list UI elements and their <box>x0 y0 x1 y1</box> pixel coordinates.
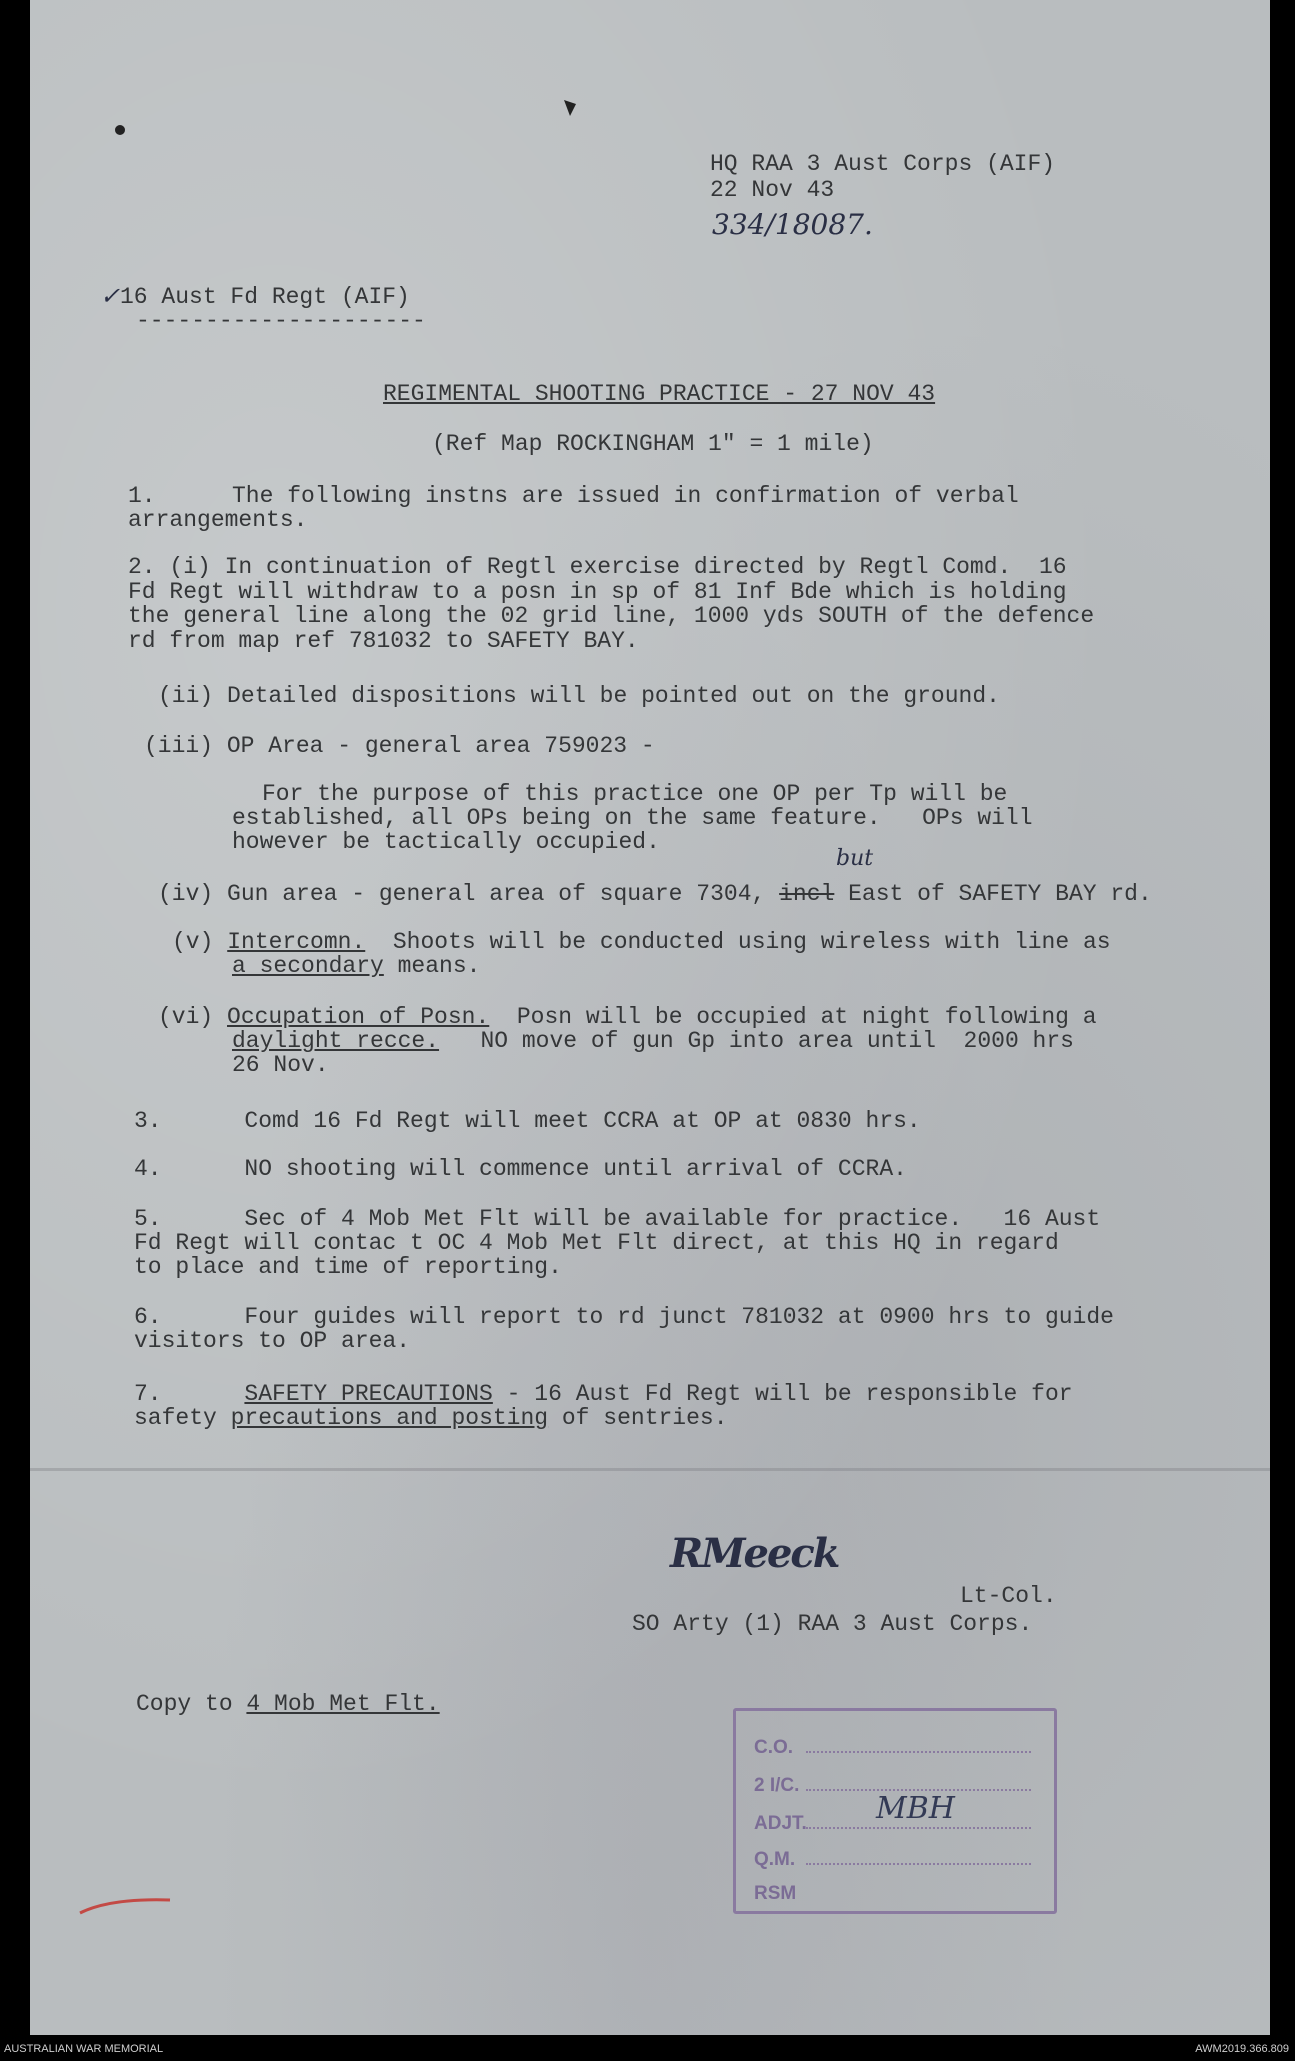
para-2-ii: (ii) Detailed dispositions will be pointed out on the ground. <box>158 683 1000 709</box>
para-2-v-number: (v) <box>172 929 228 955</box>
archive-label: AUSTRALIAN WAR MEMORIAL <box>4 2043 164 2055</box>
para-2-iii-sub-2: established, all OPs being on the same feature. OPs will <box>232 805 1033 831</box>
para-2-iii-sub-3: however be tactically occupied. <box>232 829 660 855</box>
para-2-line-3: the general line along the 02 grid line, 1000 yds SOUTH of the defence <box>128 603 1095 629</box>
stamp-line <box>806 1863 1031 1865</box>
para-2-line-4: rd from map ref 781032 to SAFETY BAY. <box>128 628 639 654</box>
para-2-v-text-end: means. <box>383 953 481 979</box>
para-6-line-1: 6. Four guides will report to rd junct 781032 at 0900 hrs to guide <box>134 1304 1114 1330</box>
para-7-text: - 16 Aust Fd Regt will be responsible for <box>492 1381 1073 1407</box>
para-2-vi-text-end: NO move of gun Gp into area until 2000 hrs <box>439 1028 1074 1054</box>
catalogue-number: AWM2019.366.809 <box>1195 2043 1289 2055</box>
header-date: 22 Nov 43 <box>710 177 835 203</box>
para-5-line-3: to place and time of reporting. <box>134 1254 562 1280</box>
stamp-row-adjt: ADJT. <box>754 1813 807 1834</box>
stamp-line <box>806 1751 1031 1753</box>
struck-word: incl <box>779 881 835 907</box>
speck <box>110 120 130 140</box>
document-page <box>30 0 1270 2035</box>
para-7-underlined: precautions and posting <box>230 1405 549 1431</box>
para-5-line-1: 5. Sec of 4 Mob Met Flt will be available for practice. 16 Aust <box>134 1206 1101 1232</box>
para-6-line-2: visitors to OP area. <box>134 1328 411 1354</box>
para-2-vi-number: (vi) <box>158 1004 228 1030</box>
signatory-rank: Lt-Col. <box>960 1583 1057 1609</box>
para-7-text-start: safety <box>134 1405 231 1431</box>
stamp-row-co: C.O. <box>754 1737 794 1758</box>
stamp-row-2ic: 2 I/C. <box>754 1775 800 1796</box>
copy-to <box>136 1690 440 1718</box>
para-2-vi-underlined: daylight recce. <box>232 1028 440 1054</box>
para-7-heading: SAFETY PRECAUTIONS <box>244 1381 493 1407</box>
para-2-v-line-2 <box>232 952 480 980</box>
para-2-vi-text: Posn will be occupied at night following a <box>489 1004 1097 1030</box>
stamp-row-rsm: RSM <box>754 1883 797 1904</box>
speck <box>560 96 580 120</box>
para-2-v-underlined: a secondary <box>232 953 384 979</box>
para-2-line-2: Fd Regt will withdraw to a posn in sp of 81 Inf Bde which is holding <box>128 579 1067 605</box>
stamp-row-qm: Q.M. <box>754 1849 796 1870</box>
para-2-iv-text-end: East of SAFETY BAY rd. <box>834 881 1152 907</box>
stamp-initials: MBH <box>876 1791 955 1826</box>
para-5-line-2: Fd Regt will contac t OC 4 Mob Met Flt direct, at this HQ in regard <box>134 1230 1059 1256</box>
map-reference: (Ref Map ROCKINGHAM 1" = 1 mile) <box>432 431 874 457</box>
header-hq: HQ RAA 3 Aust Corps (AIF) <box>710 151 1056 177</box>
copy-to-recipient: 4 Mob Met Flt. <box>246 1691 440 1717</box>
para-2-iv <box>158 880 1152 908</box>
red-pencil-mark <box>70 1888 190 1928</box>
copy-to-label: Copy to <box>136 1691 247 1717</box>
para-2-vi-line-2 <box>232 1027 1074 1055</box>
para-2-vi-heading: Occupation of Posn. <box>227 1004 490 1030</box>
para-2-line-1: 2. (i) In continuation of Regtl exercise directed by Regtl Comd. 16 <box>128 554 1067 580</box>
routing-stamp <box>733 1708 1057 1914</box>
addressee-underline: --------------------- <box>136 308 426 334</box>
para-3: 3. Comd 16 Fd Regt will meet CCRA at OP at 0830 hrs. <box>134 1108 921 1134</box>
handwritten-insert-but: but <box>836 846 874 871</box>
addressee: 16 Aust Fd Regt (AIF) <box>120 284 410 310</box>
para-1-line-2: arrangements. <box>128 507 308 533</box>
stamp-line <box>806 1827 1031 1829</box>
para-2-iii-sub-1: For the purpose of this practice one OP per Tp will be <box>262 781 1008 807</box>
para-4: 4. NO shooting will commence until arrival of CCRA. <box>134 1156 907 1182</box>
signature: RMeeck <box>670 1530 839 1577</box>
signatory-appointment: SO Arty (1) RAA 3 Aust Corps. <box>632 1611 1033 1637</box>
paper-fold <box>30 1468 1270 1471</box>
document-title: REGIMENTAL SHOOTING PRACTICE - 27 NOV 43 <box>383 381 936 407</box>
para-2-iii: (iii) OP Area - general area 759023 - <box>144 733 655 759</box>
para-2-vi-line-3: 26 Nov. <box>232 1052 329 1078</box>
para-7-text-end: of sentries. <box>548 1405 728 1431</box>
para-2-iv-text: (iv) Gun area - general area of square 7304, <box>158 881 780 907</box>
para-7-line-2 <box>134 1404 728 1432</box>
tick-mark: ✓ <box>100 282 121 310</box>
para-7-number: 7. <box>134 1381 245 1407</box>
para-2-v-text: Shoots will be conducted using wireless with line as <box>365 929 1111 955</box>
para-1-number: 1. <box>128 483 156 509</box>
para-1-line-1: The following instns are issued in confirmation of verbal <box>232 483 1019 509</box>
file-reference: 334/18087. <box>712 208 873 241</box>
para-2-v-heading: Intercomn. <box>227 929 366 955</box>
